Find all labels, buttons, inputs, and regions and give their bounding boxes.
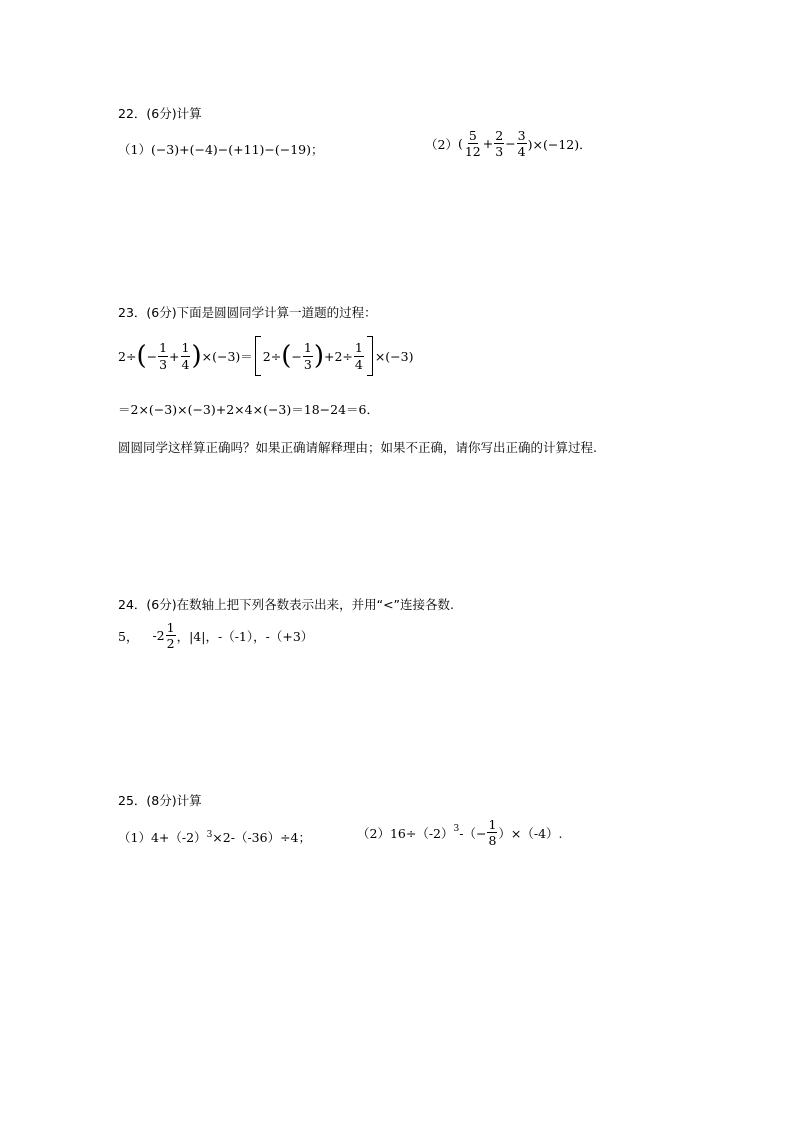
q23-l1-a: 2÷ (118, 348, 137, 364)
q24-c: ，|4|，-（-1），-（+3） (176, 628, 314, 644)
q23-question: 圆圆同学这样算正确吗？如果正确请解释理由；如果不正确，请你写出正确的计算过程. (118, 440, 597, 455)
q23-l1-neg: − (146, 348, 158, 364)
q25-p1-b: ×2-（-36）÷4； (212, 830, 312, 845)
q25-p1-exponent: 3 (206, 829, 213, 840)
q23-fraction-1: $\frac{1}{3}$ (159, 340, 168, 372)
q22-p2-close: )×(−12)． (527, 136, 592, 152)
q22-p2-open: ( (457, 136, 463, 152)
q22-fraction-3: $\frac{3}{4}$ (517, 128, 526, 160)
q22-part2 (425, 129, 592, 158)
left-bracket (255, 336, 261, 376)
q25-p2-b: -（− (459, 825, 487, 841)
q22-p1-label: （1） (118, 142, 151, 157)
q24-numbers (118, 621, 313, 650)
q22-part1 (118, 140, 324, 158)
q22-p1-expr: (−3)+(−4)−(+11)−(−19)； (150, 142, 324, 157)
q24-a: 5， (118, 628, 139, 644)
q23-fraction-3: $\frac{1}{3}$ (303, 340, 312, 372)
q25-fraction: $\frac{1}{8}$ (488, 817, 497, 849)
q22-p2-label: （2） (425, 136, 458, 152)
right-paren: ) (313, 341, 324, 371)
q24-title: 24．(6分)在数轴上把下列各数表示出来，并用“<”连接各数. (118, 597, 455, 612)
left-paren: ( (136, 341, 147, 371)
right-bracket (367, 336, 373, 376)
q22-fraction-1: $\frac{5}{12}$ (464, 128, 481, 160)
q25-p1-a: （1）4+（-2） (118, 830, 207, 845)
left-paren: ( (281, 341, 292, 371)
q25-title: 25．(8分)计算 (118, 793, 202, 808)
q22-p2-op1: + (482, 136, 494, 152)
q23-l1-neg2: − (291, 348, 302, 364)
q24-b: -2 (152, 628, 165, 644)
q24-fraction: $\frac{1}{2}$ (166, 620, 175, 652)
q23-equation-line2: ＝2×(−3)×(−3)+2×4×(−3)＝18−24＝6． (118, 402, 380, 417)
q25-p2-a: （2）16÷（-2） (357, 825, 454, 841)
q25-part1 (118, 828, 311, 846)
q25-p2-c: ）×（-4）. (498, 825, 563, 841)
q23-l1-end: ×(−3) (374, 348, 414, 364)
q22-fraction-2: $\frac{2}{3}$ (495, 128, 504, 160)
q23-l1-mid: ×(−3)＝ (201, 349, 253, 364)
q22-p2-op2: − (505, 136, 516, 152)
q25-p2-exponent: 3 (453, 824, 460, 834)
q23-fraction-2: $\frac{1}{4}$ (181, 340, 190, 372)
q23-l1-b: 2÷ (262, 348, 282, 364)
q23-l1-plus: + (169, 348, 180, 364)
q23-title: 23．(6分)下面是圆圆同学计算一道题的过程： (118, 305, 377, 320)
q23-l1-d: +2÷ (323, 348, 353, 364)
right-paren: ) (191, 341, 202, 371)
q22-title: 22．(6分)计算 (118, 106, 202, 121)
q23-fraction-4: $\frac{1}{4}$ (354, 340, 363, 372)
q25-part2 (357, 818, 563, 847)
q23-equation-line1 (118, 336, 413, 376)
